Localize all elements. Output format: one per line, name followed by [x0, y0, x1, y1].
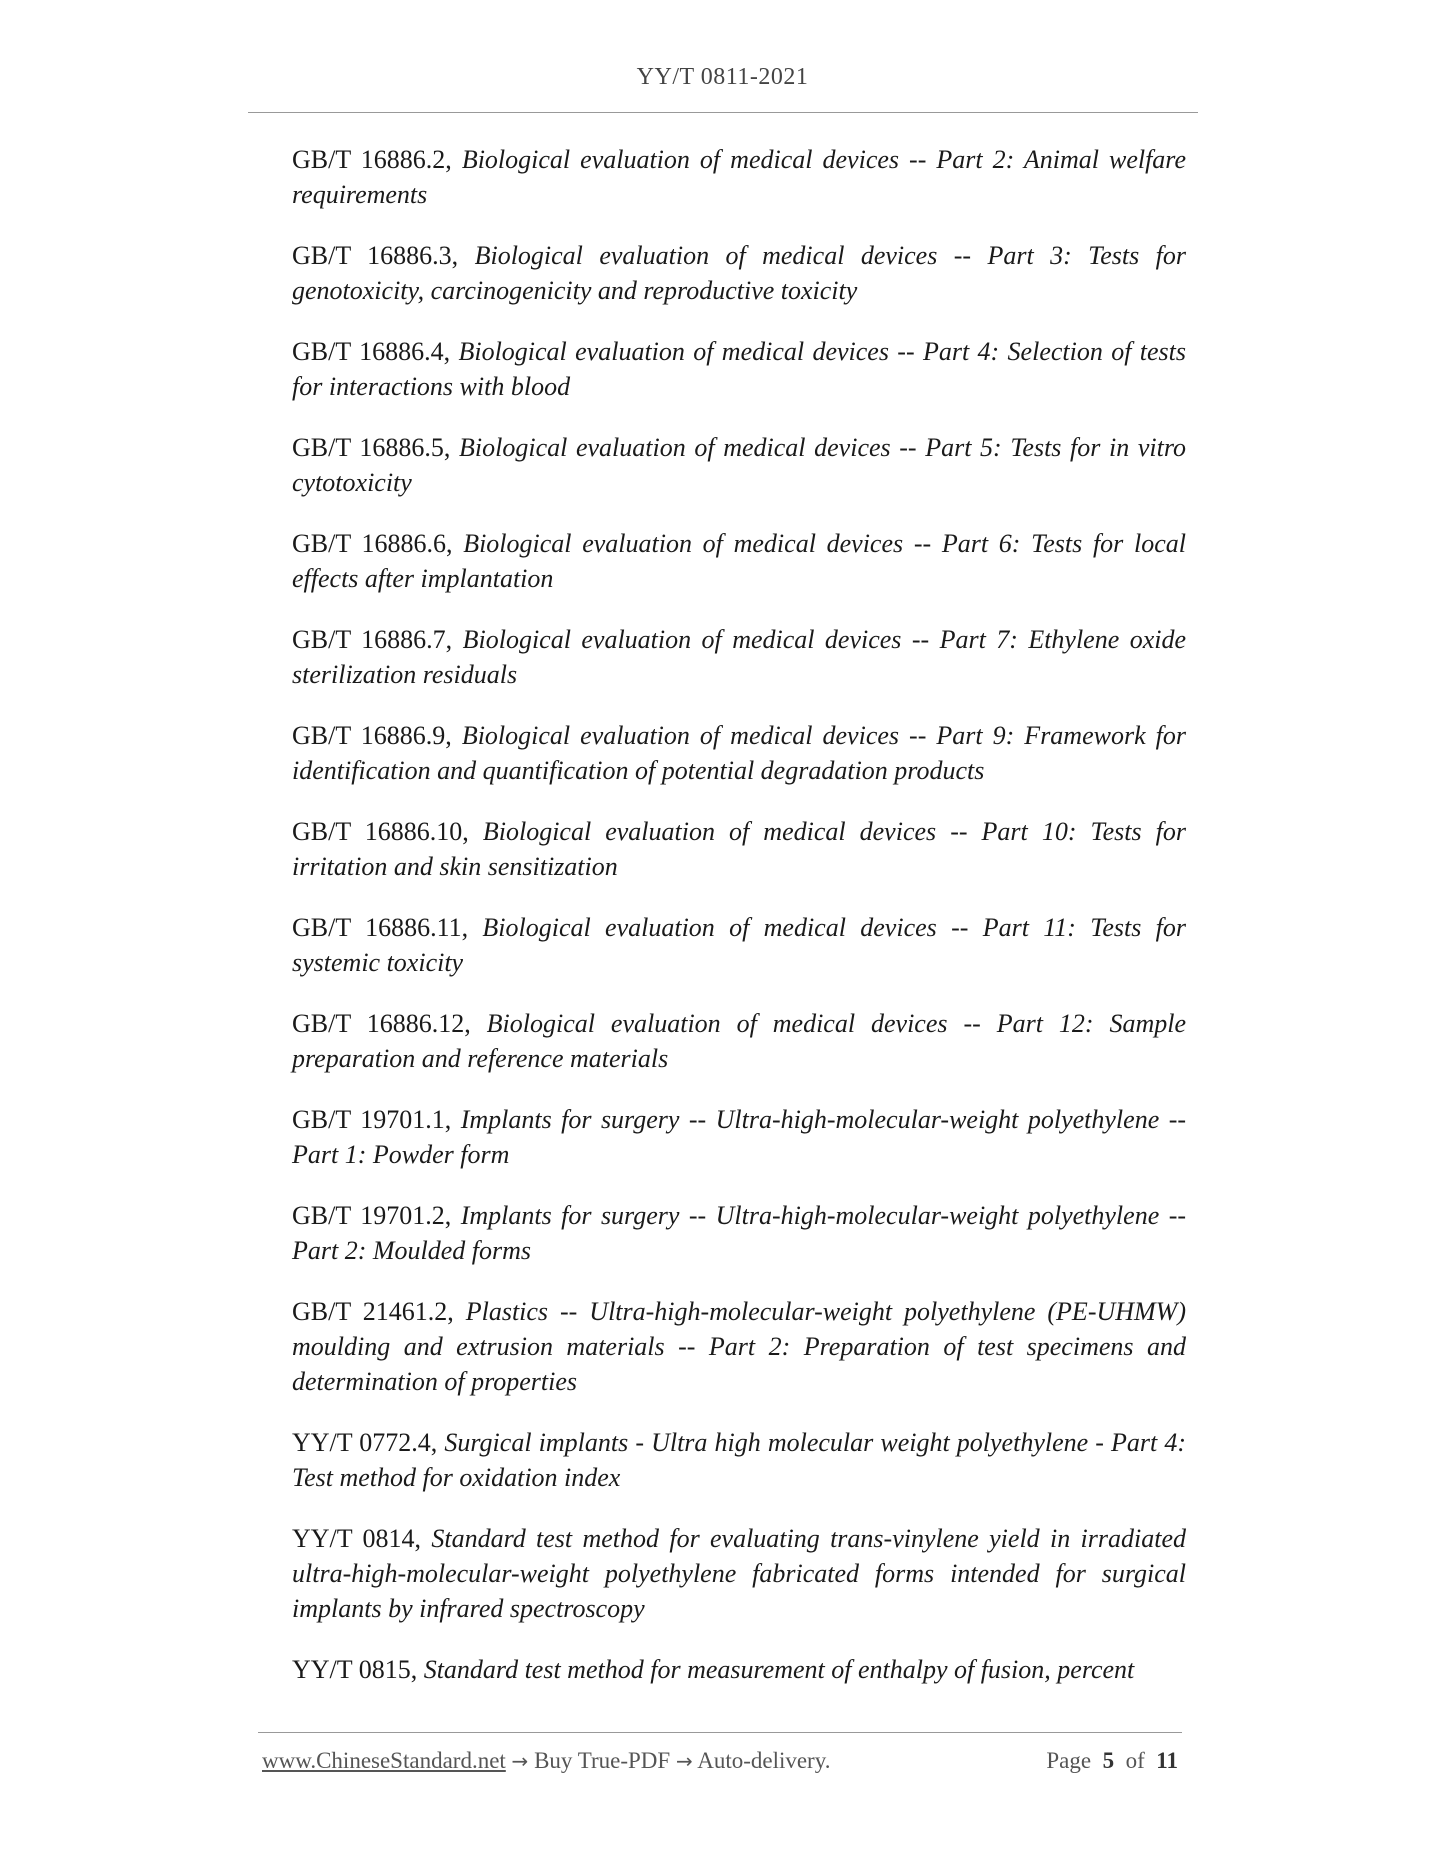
reference-item	[292, 430, 1186, 500]
footer-divider	[258, 1732, 1182, 1733]
reference-title: Biological evaluation of medical devices -- Part 11: Tests for systemic toxicity	[292, 913, 1187, 977]
reference-code: GB/T 16886.4,	[292, 337, 451, 366]
reference-item	[292, 142, 1186, 212]
reference-code: GB/T 16886.9,	[292, 721, 452, 750]
reference-code: GB/T 16886.3,	[292, 241, 459, 270]
reference-item	[292, 1425, 1186, 1495]
reference-title: Biological evaluation of medical devices -- Part 6: Tests for local effects after implantation	[292, 529, 1186, 593]
reference-code: GB/T 19701.2,	[292, 1201, 452, 1230]
reference-code: YY/T 0814,	[292, 1524, 422, 1553]
reference-item	[292, 814, 1186, 884]
reference-title: Biological evaluation of medical devices -- Part 2: Animal welfare requirements	[292, 145, 1186, 209]
page-number: 5	[1102, 1748, 1115, 1773]
reference-title: Biological evaluation of medical devices -- Part 12: Sample preparation and reference materials	[292, 1009, 1187, 1073]
header-divider	[248, 112, 1198, 113]
reference-code: GB/T 16886.5,	[292, 433, 451, 462]
reference-code: YY/T 0772.4,	[292, 1428, 438, 1457]
normative-references-list	[292, 142, 1186, 1713]
reference-title: Standard test method for evaluating trans-vinylene yield in irradiated ultra-high-molecular-weight polyethylene fabricated forms intended for surgical implants by infrared spectroscopy	[292, 1524, 1186, 1623]
reference-title: Biological evaluation of medical devices -- Part 10: Tests for irritation and skin sensitization	[292, 817, 1186, 881]
reference-item	[292, 910, 1186, 980]
reference-title: Biological evaluation of medical devices -- Part 3: Tests for genotoxicity, carcinogenicity and reproductive toxicity	[292, 241, 1186, 305]
reference-item	[292, 526, 1186, 596]
reference-item	[292, 1652, 1186, 1687]
reference-title: Surgical implants - Ultra high molecular weight polyethylene - Part 4: Test method for oxidation index	[292, 1428, 1187, 1492]
total-pages: 11	[1156, 1748, 1178, 1773]
reference-title: Plastics -- Ultra-high-molecular-weight polyethylene (PE-UHMW) moulding and extrusion materials -- Part 2: Preparation of test specimens and determination of properties	[292, 1297, 1186, 1396]
reference-code: GB/T 16886.7,	[292, 625, 453, 654]
reference-item	[292, 622, 1186, 692]
arrow-right-icon: →	[675, 1749, 693, 1773]
document-code-header: YY/T 0811-2021	[636, 64, 809, 90]
reference-title: Biological evaluation of medical devices -- Part 4: Selection of tests for interactions with blood	[292, 337, 1186, 401]
reference-title: Implants for surgery -- Ultra-high-molecular-weight polyethylene -- Part 1: Powder form	[292, 1105, 1187, 1169]
reference-code: GB/T 16886.2,	[292, 145, 452, 174]
arrow-right-icon: →	[511, 1749, 529, 1773]
reference-item	[292, 1006, 1186, 1076]
reference-item	[292, 238, 1186, 308]
reference-code: GB/T 16886.11,	[292, 913, 469, 942]
reference-code: GB/T 19701.1,	[292, 1105, 452, 1134]
reference-code: YY/T 0815,	[292, 1655, 418, 1684]
of-label: of	[1125, 1748, 1145, 1773]
auto-delivery-text: Auto-delivery.	[697, 1748, 831, 1773]
reference-item	[292, 1198, 1186, 1268]
buy-true-pdf-text: Buy True-PDF	[534, 1748, 671, 1773]
reference-code: GB/T 21461.2,	[292, 1297, 454, 1326]
reference-item	[292, 718, 1186, 788]
reference-item	[292, 1102, 1186, 1172]
reference-title: Biological evaluation of medical devices -- Part 7: Ethylene oxide sterilization residuals	[292, 625, 1186, 689]
reference-item	[292, 334, 1186, 404]
page-indicator	[1046, 1748, 1178, 1774]
reference-code: GB/T 16886.12,	[292, 1009, 471, 1038]
reference-title: Implants for surgery -- Ultra-high-molecular-weight polyethylene -- Part 2: Moulded forms	[292, 1201, 1187, 1265]
reference-title: Biological evaluation of medical devices -- Part 9: Framework for identification and quantification of potential degradation products	[292, 721, 1186, 785]
reference-title: Biological evaluation of medical devices -- Part 5: Tests for in vitro cytotoxicity	[292, 433, 1187, 497]
reference-code: GB/T 16886.6,	[292, 529, 453, 558]
reference-code: GB/T 16886.10,	[292, 817, 469, 846]
reference-item	[292, 1521, 1186, 1626]
site-link[interactable]: www.ChineseStandard.net	[262, 1748, 506, 1773]
reference-item	[292, 1294, 1186, 1399]
reference-title: Standard test method for measurement of enthalpy of fusion, percent	[423, 1655, 1135, 1684]
page-label: Page	[1046, 1748, 1092, 1773]
footer-promo	[262, 1748, 830, 1774]
